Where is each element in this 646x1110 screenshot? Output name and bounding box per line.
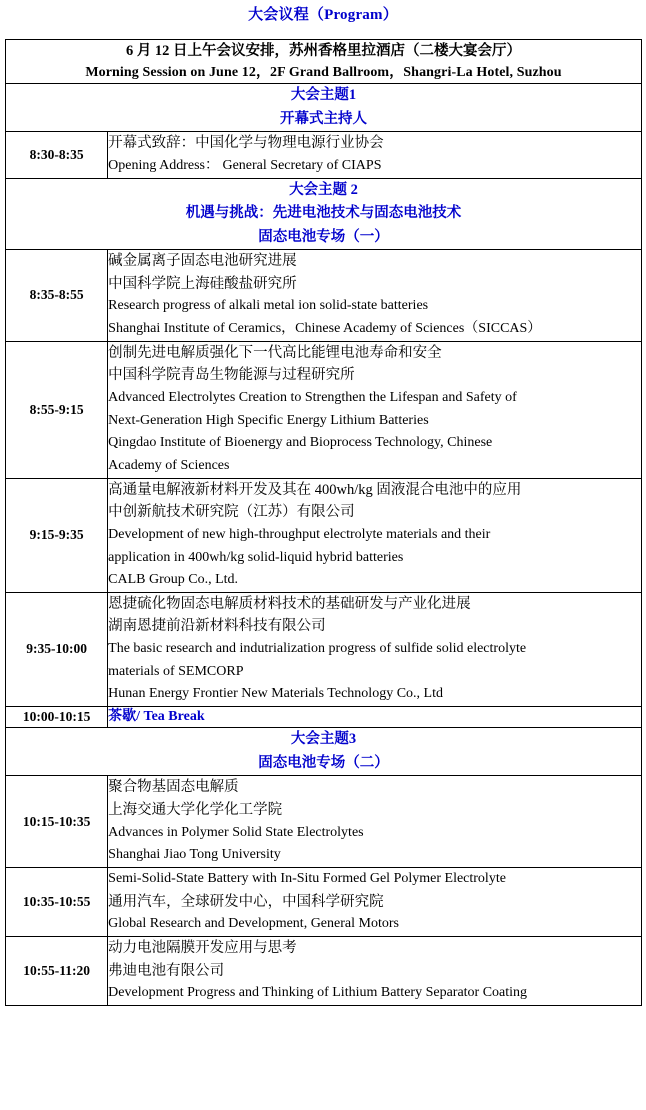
agenda-item-row [6, 592, 642, 706]
agenda-line-cn: 高通量电解液新材料开发及其在 400wh/kg 固液混合电池中的应用 [108, 481, 522, 498]
agenda-line-en: Global Research and Development, General Motors [108, 916, 399, 932]
session-header-cn: 6 月 12 日上午会议安排，苏州香格里拉酒店（二楼大宴会厅） [125, 43, 522, 59]
agenda-line-en: Qingdao Institute of Bioenergy and Bioprocess Technology, Chinese [108, 435, 493, 451]
theme-header-row [6, 178, 642, 249]
agenda-line-cn: 创制先进电解质强化下一代高比能锂电池寿命和安全 [108, 344, 442, 361]
time-cell: 10:55-11:20 [6, 936, 108, 1005]
agenda-line-en: Research progress of alkali metal ion solid-state batteries [108, 298, 429, 314]
theme-line: 大会主题3 [290, 731, 357, 748]
agenda-line-cn: 通用汽车，全球研发中心，中国科学研究院 [108, 893, 384, 910]
agenda-line-en: Next-Generation High Specific Energy Lithium Batteries [108, 412, 429, 428]
agenda-line-en: materials of SEMCORP [108, 663, 244, 679]
agenda-line-en: Semi-Solid-State Battery with In-Situ Formed Gel Polymer Electrolyte [108, 870, 506, 886]
agenda-item-content [108, 867, 642, 936]
session-header-row [6, 40, 642, 84]
agenda-line-en: Opening Address： General Secretary of CIAPS [108, 158, 382, 174]
agenda-line-cn: 中创新航技术研究院（江苏）有限公司 [108, 504, 355, 521]
agenda-line-cn: 碱金属离子固态电池研究进展 [108, 253, 297, 270]
session-header-cell [6, 40, 642, 84]
agenda-item-content [108, 132, 642, 178]
theme-line: 机遇与挑战：先进电池技术与固态电池技术 [185, 205, 462, 222]
theme-header-cell [6, 728, 642, 776]
agenda-table-body [6, 40, 642, 1006]
theme-header-cell [6, 178, 642, 249]
agenda-line-en: Shanghai Jiao Tong University [108, 847, 281, 863]
agenda-line-en: Hunan Energy Frontier New Materials Technology Co., Ltd [108, 686, 443, 702]
session-header-en: Morning Session on June 12，2F Grand Ballroom，Shangri-La Hotel, Suzhou [85, 65, 562, 81]
agenda-line-en: Advanced Electrolytes Creation to Strengthen the Lifespan and Safety of [108, 389, 517, 405]
agenda-item-content [108, 250, 642, 342]
agenda-line-cn: 恩捷硫化物固态电解质材料技术的基础研发与产业化进展 [108, 595, 471, 612]
time-cell: 8:35-8:55 [6, 250, 108, 342]
time-cell: 10:15-10:35 [6, 776, 108, 868]
agenda-line-cn: 弗迪电池有限公司 [108, 962, 225, 979]
theme-header-row [6, 728, 642, 776]
agenda-item-row [6, 936, 642, 1005]
theme-header-cell [6, 84, 642, 132]
theme-line: 固态电池专场（一） [258, 228, 389, 245]
agenda-item-row [6, 776, 642, 868]
agenda-line-cn: 开幕式致辞：中国化学与物理电源行业协会 [108, 135, 384, 152]
time-cell: 10:00-10:15 [6, 707, 108, 728]
agenda-line-en: Shanghai Institute of Ceramics，Chinese Academy of Sciences（SICCAS） [108, 321, 542, 337]
agenda-line-en: Advances in Polymer Solid State Electrolytes [108, 824, 364, 840]
agenda-line-cn: 聚合物基固态电解质 [108, 779, 239, 796]
time-cell: 9:15-9:35 [6, 478, 108, 592]
agenda-item-row [6, 867, 642, 936]
theme-line: 大会主题 2 [289, 181, 358, 198]
time-cell: 8:30-8:35 [6, 132, 108, 178]
agenda-line-cn: 湖南恩捷前沿新材料科技有限公司 [108, 618, 326, 635]
agenda-line-cn: 中国科学院青岛生物能源与过程研究所 [108, 367, 355, 384]
agenda-item-content [108, 936, 642, 1005]
agenda-item-row [6, 478, 642, 592]
time-cell: 9:35-10:00 [6, 592, 108, 706]
agenda-item-row [6, 341, 642, 478]
agenda-line-cn: 上海交通大学化学化工学院 [108, 801, 283, 818]
agenda-line-cn: 动力电池隔膜开发应用与思考 [108, 939, 297, 956]
theme-line: 固态电池专场（二） [258, 754, 389, 771]
agenda-item-content [108, 776, 642, 868]
agenda-line-en: Academy of Sciences [108, 457, 230, 473]
agenda-line-en: CALB Group Co., Ltd. [108, 572, 239, 588]
agenda-line-en: Development Progress and Thinking of Lithium Battery Separator Coating [108, 985, 528, 1001]
agenda-item-row [6, 250, 642, 342]
agenda-item-content [108, 478, 642, 592]
agenda-item-content [108, 341, 642, 478]
theme-line: 大会主题1 [290, 87, 357, 104]
agenda-line-en: application in 400wh/kg solid-liquid hybrid batteries [108, 549, 404, 565]
agenda-table [5, 39, 642, 1006]
agenda-line-en: The basic research and indutrialization progress of sulfide solid electrolyte [108, 641, 527, 657]
break-label: 茶歇/ Tea Break [108, 707, 642, 728]
agenda-item-row [6, 132, 642, 178]
theme-line: 开幕式主持人 [280, 110, 367, 127]
theme-header-row [6, 84, 642, 132]
time-cell: 8:55-9:15 [6, 341, 108, 478]
break-row [6, 707, 642, 728]
page-title: 大会议程（Program） [248, 7, 398, 23]
agenda-line-en: Development of new high-throughput electrolyte materials and their [108, 526, 491, 542]
agenda-line-cn: 中国科学院上海硅酸盐研究所 [108, 275, 297, 292]
time-cell: 10:35-10:55 [6, 867, 108, 936]
agenda-item-content [108, 592, 642, 706]
